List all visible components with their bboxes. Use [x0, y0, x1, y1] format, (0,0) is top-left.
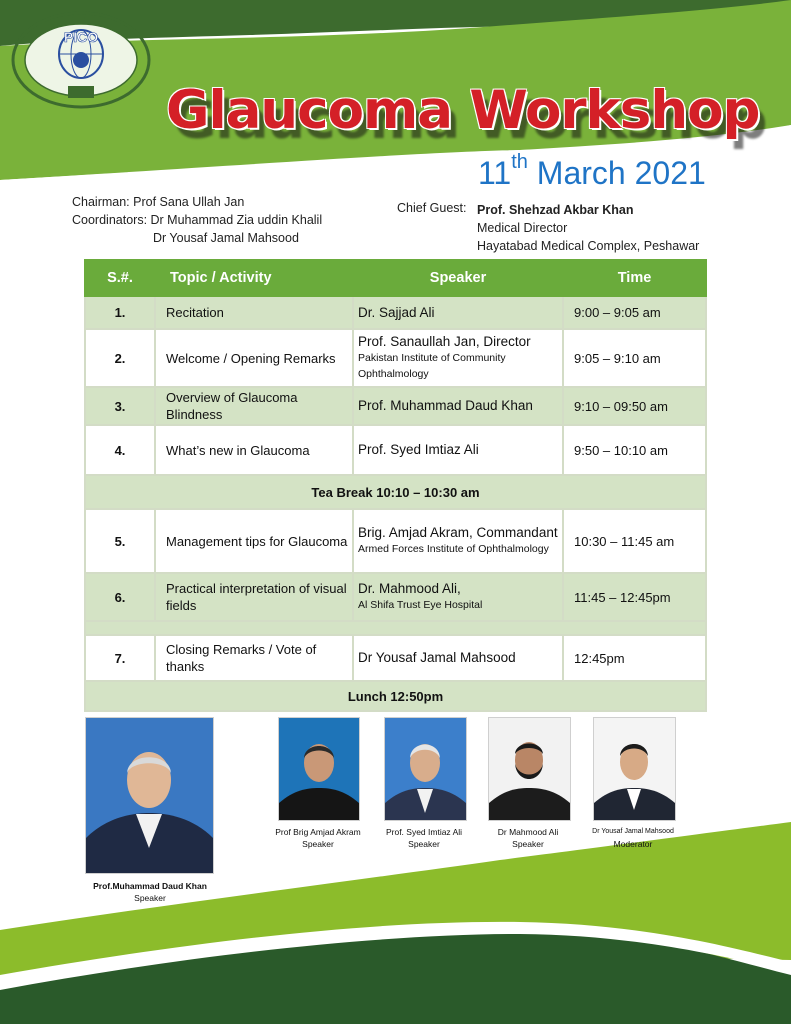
- spacer-row: [85, 621, 706, 635]
- header-speaker: Speaker: [353, 260, 563, 296]
- table-row: 1. Recitation Dr. Sajjad Ali 9:00 – 9:05 am: [85, 296, 706, 329]
- chief-guest-org: Hayatabad Medical Complex, Peshawar: [477, 239, 700, 253]
- chief-guest-block: [477, 201, 699, 255]
- table-row: 5. Management tips for Glaucoma Brig. Amjad Akram, Commandant Armed Forces Institute of Ophthalmology 10:30 – 11:45 am: [85, 509, 706, 573]
- speaker-caption: Prof.Muhammad Daud Khan Speaker: [93, 881, 207, 903]
- speaker-photo: [488, 717, 571, 821]
- speaker-caption: Prof. Syed Imtiaz Ali Speaker: [385, 827, 463, 849]
- speaker-photo: [593, 717, 676, 821]
- chief-guest-role: Medical Director: [477, 221, 568, 235]
- table-header: [85, 260, 706, 296]
- speaker-photo: [384, 717, 467, 821]
- logo-text: PICO: [63, 29, 99, 45]
- pico-logo: [8, 8, 154, 118]
- table-row: 3. Overview of Glaucoma Blindness Prof. Muhammad Daud Khan 9:10 – 09:50 am: [85, 387, 706, 425]
- header-num: S.#.: [85, 260, 155, 296]
- speaker-photo: [85, 717, 214, 874]
- page-title: Glaucoma Workshop: [166, 80, 760, 141]
- table-row: 7. Closing Remarks / Vote of thanks Dr Yousaf Jamal Mahsood 12:45pm: [85, 635, 706, 681]
- speaker-photo: [278, 717, 360, 821]
- speaker-caption: Dr Mahmood Ali Speaker: [497, 827, 559, 849]
- table-row: 6. Practical interpretation of visual fields Dr. Mahmood Ali, Al Shifa Trust Eye Hospital 11:45 – 12:45pm: [85, 573, 706, 621]
- lunch-row: Lunch 12:50pm: [85, 681, 706, 711]
- chief-guest-label: Chief Guest:: [397, 201, 467, 215]
- header-topic: Topic / Activity: [155, 260, 353, 296]
- header-time: Time: [563, 260, 706, 296]
- tea-break-row: Tea Break 10:10 – 10:30 am: [85, 475, 706, 509]
- coordinators-text-2: Dr Yousaf Jamal Mahsood: [153, 231, 299, 245]
- chairman-text: Chairman: Prof Sana Ullah Jan: [72, 195, 245, 209]
- table-row: 4. What’s new in Glaucoma Prof. Syed Imtiaz Ali 9:50 – 10:10 am: [85, 425, 706, 475]
- chief-guest-name: Prof. Shehzad Akbar Khan: [477, 203, 634, 217]
- speaker-caption: Dr Yousaf Jamal Mahsood Moderator: [592, 828, 674, 849]
- event-date: 11th March 2021: [478, 151, 706, 191]
- speaker-caption: Prof Brig Amjad Akram Speaker: [275, 827, 361, 849]
- table-row: 2. Welcome / Opening Remarks Prof. Sanaullah Jan, Director Pakistan Institute of Community Ophthalmology 9:05 – 9:10 am: [85, 329, 706, 387]
- coordinators-text: Coordinators: Dr Muhammad Zia uddin Khalil: [72, 213, 323, 227]
- schedule-table: [84, 259, 707, 712]
